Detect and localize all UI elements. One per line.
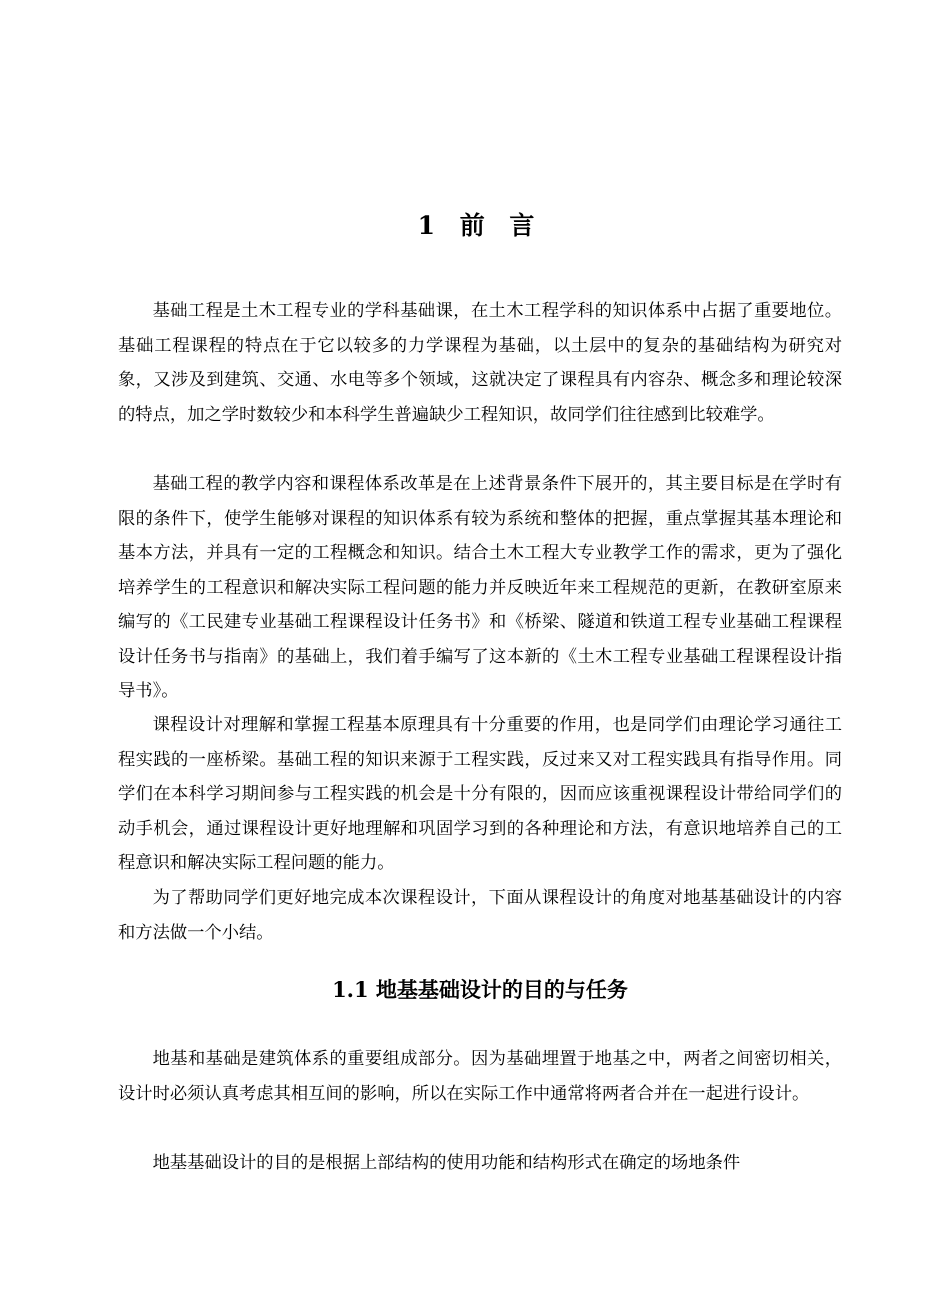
intro-paragraph-1: 基础工程是土木工程专业的学科基础课，在土木工程学科的知识体系中占据了重要地位。基础工程课程的特点在于它以较多的力学课程为基础，以土层中的复杂的基础结构为研究对象，又涉及到建筑、交通、水电等多个领域，这就决定了课程具有内容杂、概念多和理论较深的特点，加之学时数较少和本科学生普遍缺少工程知识，故同学们往往感到比较难学。 <box>118 301 842 425</box>
intro-paragraph-3: 课程设计对理解和掌握工程基本原理具有十分重要的作用，也是同学们由理论学习通往工程实践的一座桥梁。基础工程的知识来源于工程实践，反过来又对工程实践具有指导作用。同学们在本科学习期间参与工程实践的机会是十分有限的，因而应该重视课程设计带给同学们的动手机会，通过课程设计更好地理解和巩固学习到的各种理论和方法，有意识地培养自己的工程意识和解决实际工程问题的能力。 <box>118 715 842 873</box>
chapter-title: 1 前 言 <box>417 211 543 240</box>
intro-paragraph-2: 基础工程的教学内容和课程体系改革是在上述背景条件下展开的，其主要目标是在学时有限的条件下，使学生能够对课程的知识体系有较为系统和整体的把握，重点掌握其基本理论和基本方法，并具有一定的工程概念和知识。结合土木工程大专业教学工作的需求，更为了强化培养学生的工程意识和解决实际工程问题的能力并反映近年来工程规范的更新，在教研室原来编写的《工民建专业基础工程课程设计任务书》和《桥梁、隧道和铁道工程专业基础工程课程设计任务书与指南》的基础上，我们着手编写了这本新的《土木工程专业基础工程课程设计指导书》。 <box>118 474 842 701</box>
section-title: 1.1 地基基础设计的目的与任务 <box>332 977 628 1002</box>
intro-paragraph-4: 为了帮助同学们更好地完成本次课程设计，下面从课程设计的角度对地基基础设计的内容和方法做一个小结。 <box>118 888 842 943</box>
section-paragraph-1: 地基和基础是建筑体系的重要组成部分。因为基础埋置于地基之中，两者之间密切相关，设计时必须认真考虑其相互间的影响，所以在实际工作中通常将两者合并在一起进行设计。 <box>118 1049 842 1104</box>
section-paragraph-2: 地基基础设计的目的是根据上部结构的使用功能和结构形式在确定的场地条件 <box>152 1153 741 1173</box>
